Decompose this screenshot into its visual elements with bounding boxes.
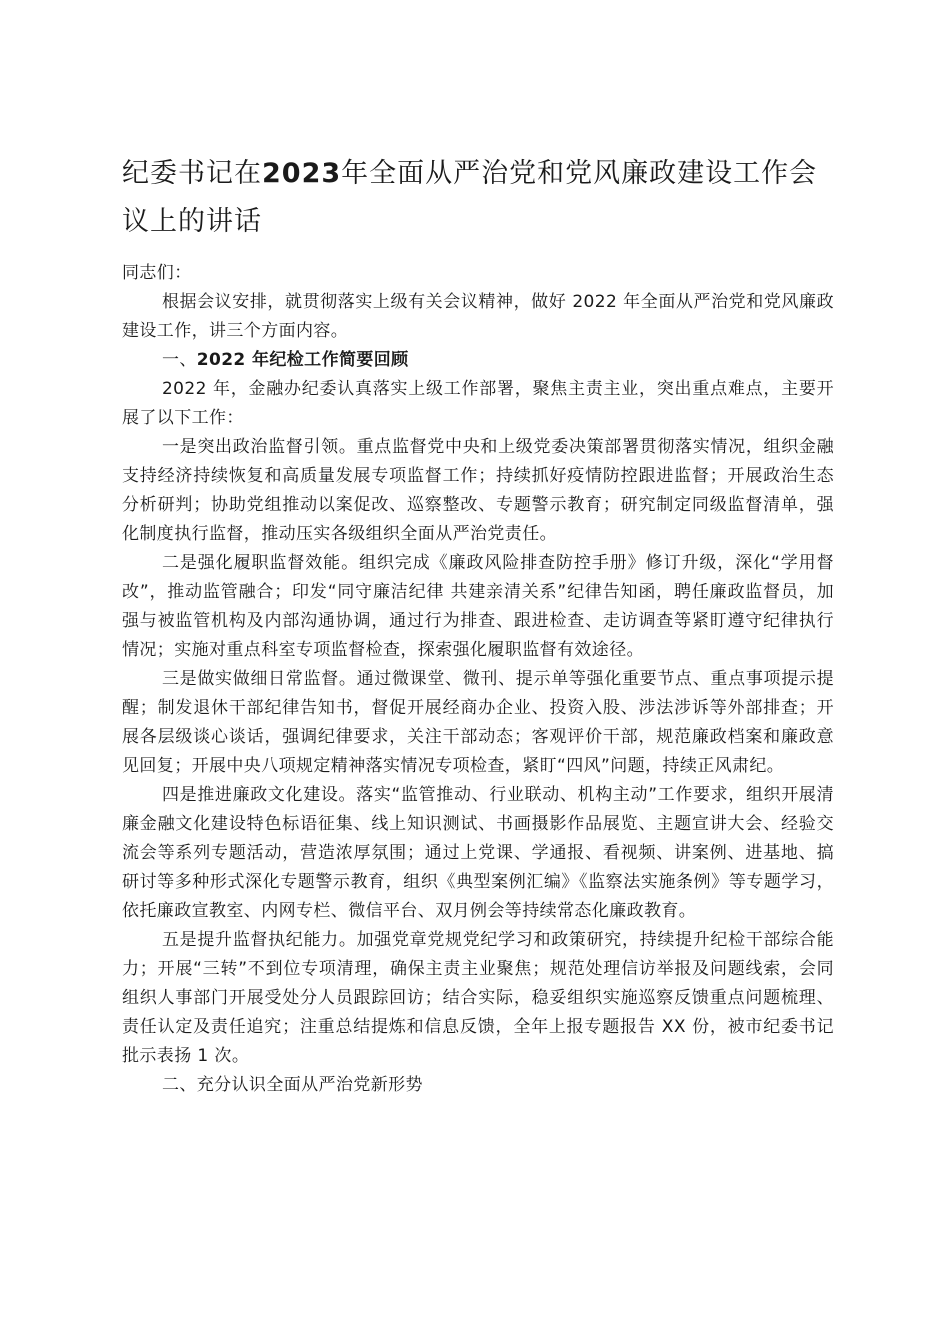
- section-1-heading: [122, 346, 834, 375]
- title-prefix: 纪委书记在: [122, 158, 262, 189]
- intro-paragraph: 根据会议安排，就贯彻落实上级有关会议精神，做好 2022 年全面从严治党和党风廉政建设工作，讲三个方面内容。: [122, 292, 834, 341]
- item-paragraph-2: 二是强化履职监督效能。组织完成《廉政风险排查防控手册》修订升级，深化“学用督改”，推动监管融合；印发“同守廉洁纪律 共建亲清关系”纪律告知函，聘任廉政监督员，加强与被监管机构及内部沟通协调，通过行为排查、跟进检查、走访调查等紧盯遵守纪律执行情况；实施对重点科室专项监督检查，探索强化履职监督有效途径。: [122, 553, 834, 660]
- salutation: 同志们：: [122, 263, 192, 283]
- document-title: [122, 150, 834, 246]
- item-paragraph-4: 四是推进廉政文化建设。落实“监管推动、行业联动、机构主动”工作要求，组织开展清廉金融文化建设特色标语征集、线上知识测试、书画摄影作品展览、主题宣讲大会、经验交流会等系列专题活动，营造浓厚氛围；通过上党课、学通报、看视频、讲案例、进基地、搞研讨等多种形式深化专题警示教育，组织《典型案例汇编》《监察法实施条例》等专题学习，依托廉政宣教室、内网专栏、微信平台、双月例会等持续常态化廉政教育。: [122, 785, 834, 921]
- title-suffix: 年全面从严治党和党风廉政建设工作会议上的讲话: [122, 158, 818, 237]
- title-year: 2023: [262, 158, 342, 189]
- section-1-title: 2022 年纪检工作简要回顾: [196, 350, 409, 370]
- document-body: [122, 259, 834, 1100]
- item-paragraph-3: 三是做实做细日常监督。通过微课堂、微刊、提示单等强化重要节点、重点事项提示提醒；制发退休干部纪律告知书，督促开展经商办企业、投资入股、涉法涉诉等外部排查；开展各层级谈心谈话，强调纪律要求，关注干部动态；客观评价干部，规范廉政档案和廉政意见回复；开展中央八项规定精神落实情况专项检查，紧盯“四风”问题，持续正风肃纪。: [122, 669, 834, 776]
- summary-paragraph: 2022 年，金融办纪委认真落实上级工作部署，聚焦主责主业，突出重点难点，主要开展了以下工作：: [122, 379, 834, 428]
- section-1-number: 一、: [161, 350, 197, 370]
- item-paragraph-5: 五是提升监督执纪能力。加强党章党规党纪学习和政策研究，持续提升纪检干部综合能力；开展“三转”不到位专项清理，确保主责主业聚焦；规范处理信访举报及问题线索，会同组织人事部门开展受处分人员跟踪回访；结合实际，稳妥组织实施巡察反馈重点问题梳理、责任认定及责任追究；注重总结提炼和信息反馈，全年上报专题报告 XX 份，被市纪委书记批示表扬 1 次。: [122, 930, 834, 1066]
- section-2-heading: 二、充分认识全面从严治党新形势: [161, 1075, 423, 1095]
- item-paragraph-1: 一是突出政治监督引领。重点监督党中央和上级党委决策部署贯彻落实情况，组织金融支持经济持续恢复和高质量发展专项监督工作；持续抓好疫情防控跟进监督；开展政治生态分析研判；协助党组推动以案促改、巡察整改、专题警示教育；研究制定同级监督清单，强化制度执行监督，推动压实各级组织全面从严治党责任。: [122, 437, 834, 544]
